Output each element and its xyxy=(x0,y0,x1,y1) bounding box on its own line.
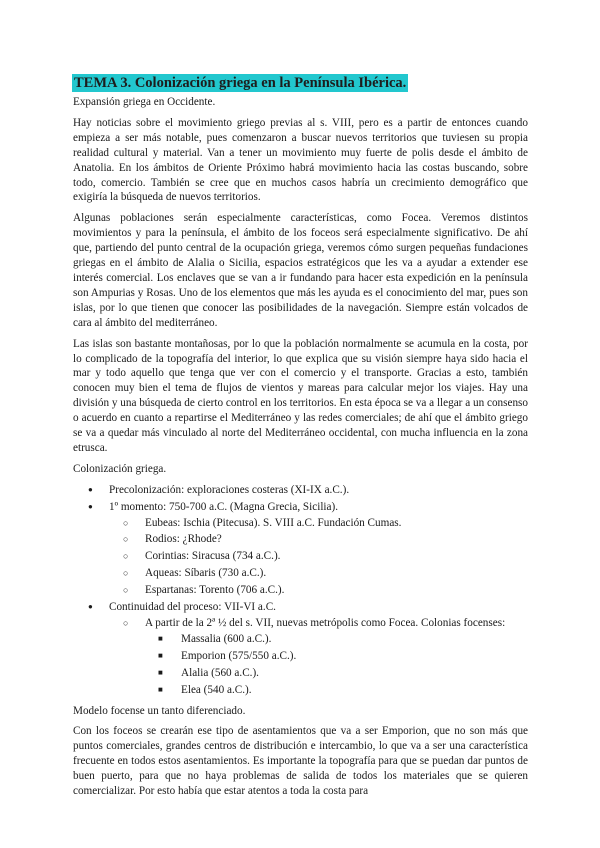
list-item xyxy=(73,500,528,598)
colonization-list xyxy=(73,483,528,698)
sublist-item-text: A partir de la 2ª ½ del s. VII, nuevas metrópolis como Focea. Colonias focenses: xyxy=(145,617,506,629)
paragraph: Las islas son bastante montañosas, por lo que la población normalmente se acumula en la costa, por lo complicado de la topografía del interior, lo que explica que su visión siempre haya sido hacia el mar y todo aquello que tenga que ver con el comercio y el transporte. Gracias a esto, también conocen muy bien el tema de flujos de vientos y mareas para calcular mejor los viajes. Hay una división y una búsqueda de cierto control en los territorios. En esta época se va a llegar a un consenso o acuerdo en cuanto a repartirse el Mediterráneo y las redes comerciales; de ahí que el ámbito griego se va a quedar más vinculado al norte del Mediterráneo occidental, con mucha influencia en la zona etrusca. xyxy=(73,337,528,454)
colonia-item: ■ Emporion (575/550 a.C.). xyxy=(145,649,528,664)
list-item-text: Continuidad del proceso: VII-VI a.C. xyxy=(109,601,276,614)
list-item xyxy=(73,600,528,697)
colonia-item: ■ Elea (540 a.C.). xyxy=(145,683,528,698)
paragraph: Con los foceos se crearán ese tipo de asentamientos que va a ser Emporion, que no son más que puntos comerciales, grandes centros de distribución e intercambio, lo que va a ser una característica frecuente en todos estos asentamientos. Es importante la topografía para que se puedan dar puntos de buen puerto, para que no haya problemas de salida de todos los materiales que se quieren comercializar. Por esto había que estar atentos a toda la costa para xyxy=(73,725,528,798)
sublist-item: ○ Eubeas: Ischia (Pitecusa). S. VIII a.C. Fundación Cumas. xyxy=(109,516,528,531)
sublist-item: ○ Aqueas: Síbaris (730 a.C.). xyxy=(109,566,528,581)
colonias-list xyxy=(145,632,528,698)
sublist-item xyxy=(109,616,528,698)
paragraph: Algunas poblaciones serán especialmente características, como Focea. Veremos distintos movimientos y para la península, el ámbito de los foceos será especialmente significativo. De ahí que, partiendo del punto central de la ocupación griega, veremos cómo surgen pequeñas fundaciones griegas en el ámbito de Alalia o Sicilia, espacios estratégicos que les va a ayudar a extender ese interés comercial. Los enclaves que se van a ir fundando para hacer esta expedición en la península son Ampurias y Rosas. Uno de los elementos que más les ayuda es el conocimiento del mar, pues son islas, por lo que tienen que conocer las posibilidades de la navegación. Siempre están volcados de cara al ámbito del mediterráneo. xyxy=(73,212,528,329)
colonia-item: ■ Alalia (560 a.C.). xyxy=(145,666,528,681)
sublist xyxy=(109,516,528,599)
page-title: TEMA 3. Colonización griega en la Península Ibérica. xyxy=(74,75,407,91)
list-item: ● Precolonización: exploraciones costeras (XI-IX a.C.). xyxy=(73,483,528,498)
sublist-item: ○ Corintias: Siracusa (734 a.C.). xyxy=(109,549,528,564)
sublist xyxy=(109,616,528,698)
section-heading-expansion: Expansión griega en Occidente. xyxy=(73,96,216,108)
sublist-item: ○ Espartanas: Torento (706 a.C.). xyxy=(109,583,528,598)
colonia-item: ■ Massalia (600 a.C.). xyxy=(145,632,528,647)
list-item-text: 1º momento: 750-700 a.C. (Magna Grecia, Sicilia). xyxy=(109,500,339,513)
document-body xyxy=(73,95,528,805)
section-heading-colonizacion: Colonización griega. xyxy=(73,462,167,475)
sublist-item: ○ Rodios: ¿Rhode? xyxy=(109,532,528,547)
section-heading-modelo: Modelo focense un tanto diferenciado. xyxy=(73,704,246,717)
paragraph: Hay noticias sobre el movimiento griego previas al s. VIII, pero es a partir de entonces cuando empieza a ser más notable, pues comenzaron a buscar nuevos territorios que tuviesen su propia realidad cultural y material. Van a tener un movimiento muy fuerte de polis desde el ámbito de Anatolia. En los ámbitos de Oriente Próximo habrá movimiento hacia las costas buscando, sobre todo, comercio. También se cree que en muchos casos habría un crecimiento demográfico que exigiría la búsqueda de nuevos territorios. xyxy=(73,116,528,204)
